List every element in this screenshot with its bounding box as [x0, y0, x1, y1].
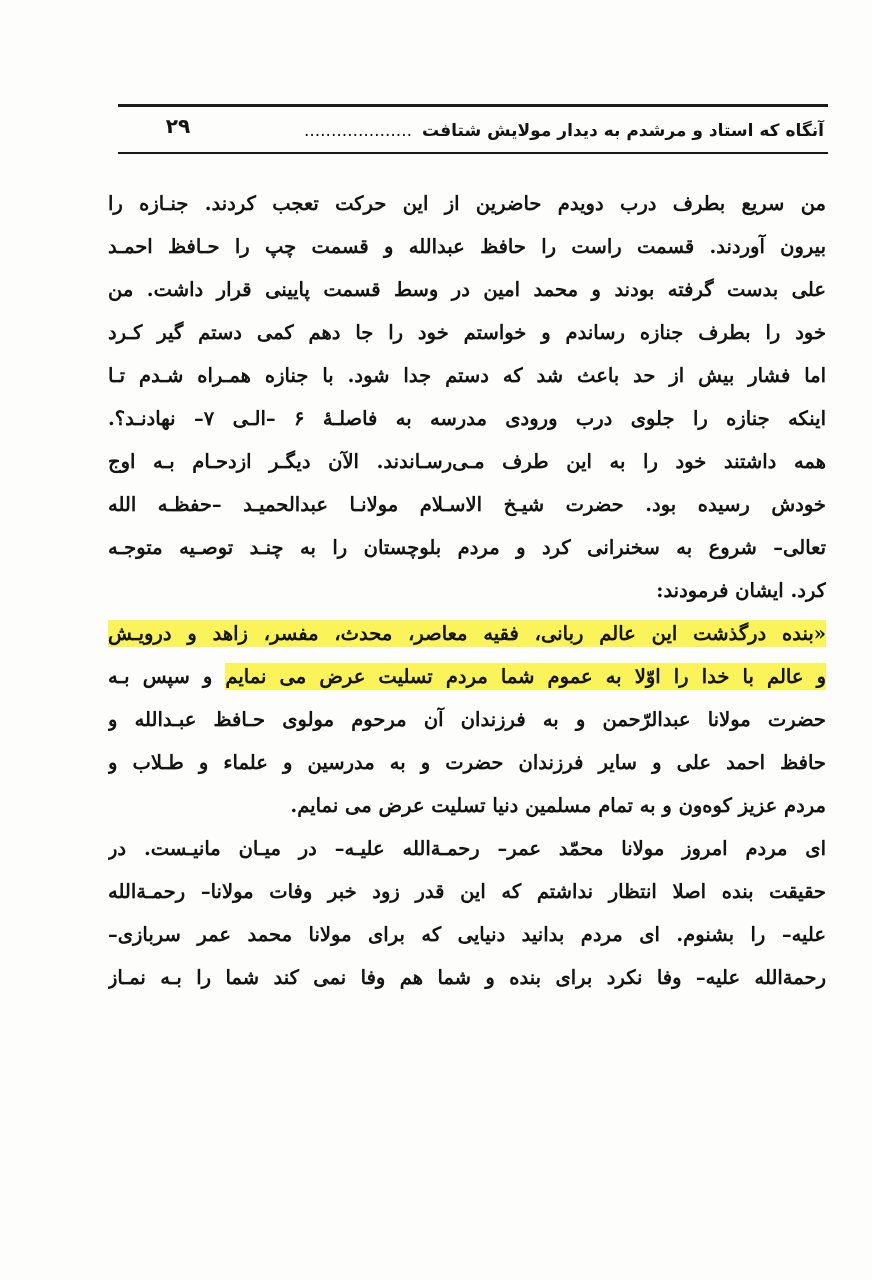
header-rule-top: [118, 104, 828, 107]
text-line: علی بدست گرفته بودند و محمد امین در وسط قسمت پایینی قرار داشت. من: [108, 278, 826, 301]
text-line: حافظ احمد علی و سایر فرزندان حضرت و به مدرسین و علماء و طـلاب و: [108, 751, 826, 774]
text-line: بیرون آوردند. قسمت راست را حافظ عبدالله و قسمت چپ را حـافظ احمـد: [108, 235, 826, 258]
text-line: تعالی– شروع به سخنرانی کرد و مردم بلوچستان را به چنـد توصـیه متوجـه: [108, 536, 826, 559]
text-line: کرد. ایشان فرمودند:: [656, 579, 826, 602]
page-number: ۲۹: [165, 114, 191, 138]
title-leader-dots: ....................: [303, 121, 413, 141]
highlighted-text: «بنده درگذشت این عالم ربانی، فقیه معاصر، محدث، مفسر، زاهد و درویـش: [108, 622, 826, 645]
text-line: اما فشار بیش از حد باعث شد که دستم جدا شود. با جنازه همـراه شـدم تـا: [108, 364, 826, 387]
running-title: آنگاه که استاد و مرشدم به دیدار مولایش شتافت: [422, 121, 824, 141]
text-line: ای مردم امروز مولانا محمّد عمر– رحمـةالله علیـه– در میـان مانیـست. در: [108, 837, 826, 860]
text-line: [108, 655, 826, 698]
text-line: رحمةالله علیه– وفا نکرد برای بنده و شما هم وفا نمی کند شما را بـه نمـاز: [108, 966, 826, 989]
text-line: خود را بطرف جنازه رساندم و خواستم خود را جا دهم کمی دستم گیر کـرد: [108, 321, 826, 344]
text-line: من سریع بطرف درب دویدم حاضرین از این حرکت تعجب کردند. جنـازه را: [108, 192, 826, 215]
text-line: علیه– را بشنوم. ای مردم بدانید دنیایی که برای مولانا محمد عمر سربازی–: [108, 923, 826, 946]
text-continuation: و سپس بـه: [108, 665, 226, 688]
text-line: حقیقت بنده اصلا انتظار نداشتم که این قدر زود خبر وفات مولانا– رحمـةالله: [108, 880, 826, 903]
running-header: [230, 115, 824, 147]
highlighted-text: و عالم با خدا را اوّلا به عموم شما مردم تسلیت عرض می نمایم: [225, 665, 826, 688]
text-line: [108, 612, 826, 655]
text-line: اینکه جنازه را جلوی درب ورودی مدرسه به فاصلـۀ ۶ –الـی ۷– نهادنـد؟.: [108, 407, 826, 430]
text-line: مردم عزیز کوه‌ون و به تمام مسلمین دنیا تسلیت عرض می نمایم.: [290, 794, 826, 817]
text-line: حضرت مولانا عبدالرّحمن و به فرزندان آن مرحوم مولوی حـافظ عبـدالله و: [108, 708, 826, 731]
header-rule-bottom: [118, 152, 828, 154]
text-line: خودش رسیده بود. حضرت شیـخ الاسـلام مولانـا عبدالحمیـد –حفظـه الله: [108, 493, 826, 516]
body-text: [108, 182, 826, 999]
text-line: همه داشتند خود را به این طرف مـی‌رسـاندند. الآن دیگـر ازدحـام بـه اوج: [108, 450, 826, 473]
